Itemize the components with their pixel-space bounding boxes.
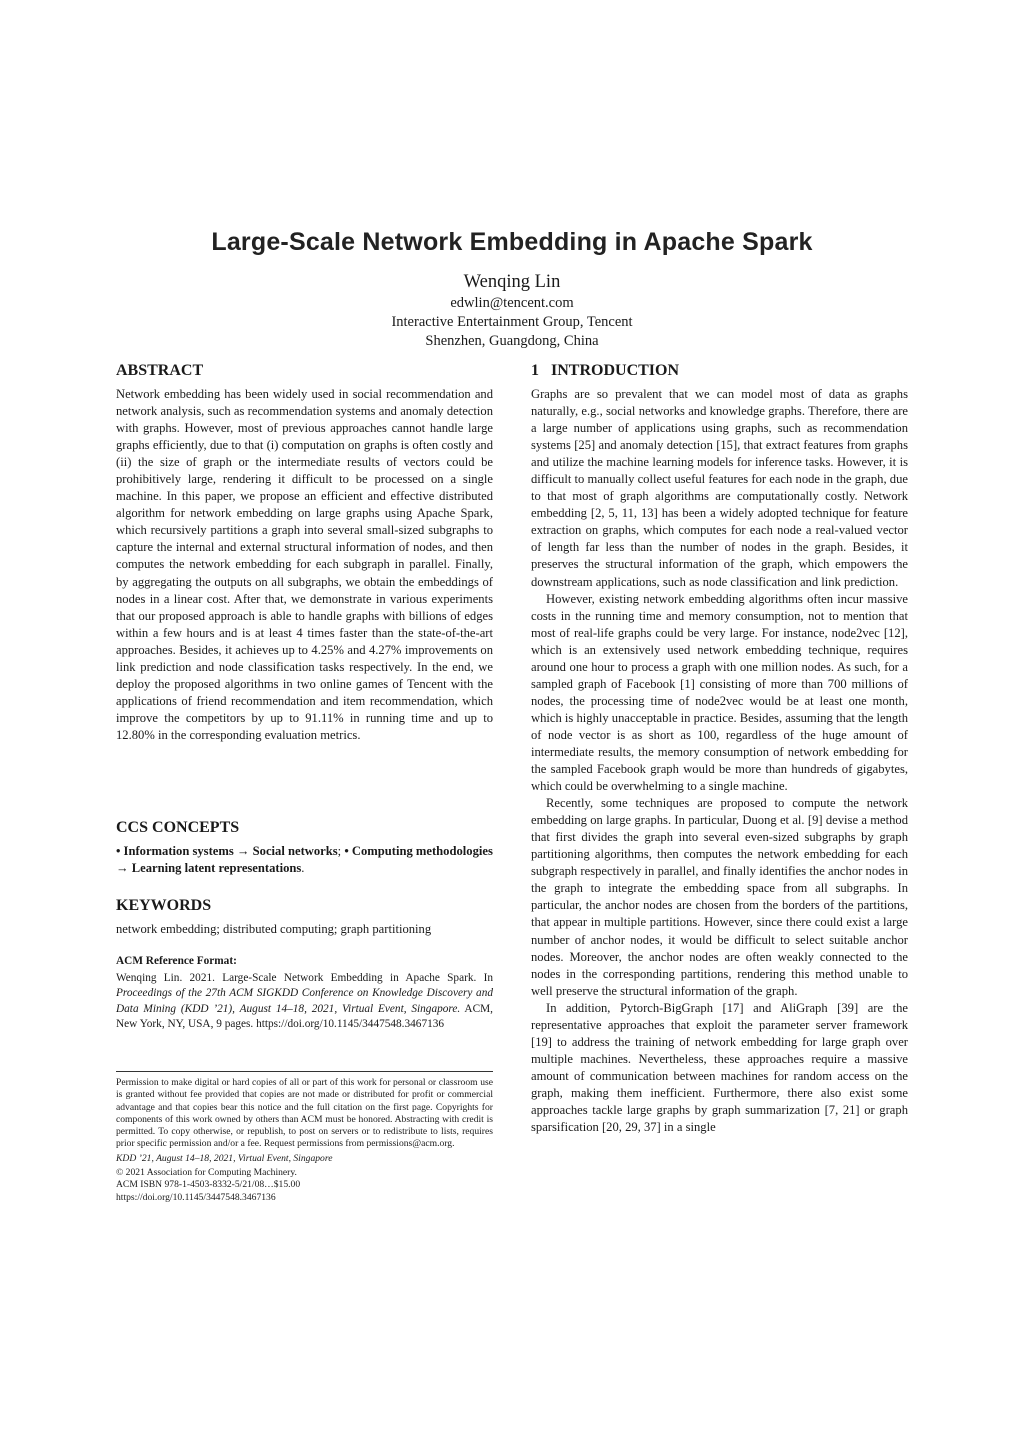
permission-block bbox=[116, 1077, 493, 1204]
ccs-section bbox=[116, 819, 493, 877]
author-location: Shenzhen, Guangdong, China bbox=[425, 333, 599, 349]
conference-line: KDD ’21, August 14–18, 2021, Virtual Event, Singapore bbox=[116, 1152, 333, 1164]
intro-paragraph-3: Recently, some techniques are proposed to compute the network embedding on large graphs. In particular, Duong et al. [9] devise a method that first divides the graph into several even-sized subgraphs by graph partitioning algorithms, then computes the network embedding for each subgraph respectively in parallel, and finally identifies the anchor nodes in the graph to integrate the embedding space from all subgraphs. In particular, the anchor nodes are chosen from the borders of the partitions, that appear in multiple partitions. However, since there could exist a large number of anchor nodes, it would be difficult to select suitable anchor nodes. Moreover, the anchor nodes are often weakly connected to the nodes in the corresponding partitions, rendering this method unable to well preserve the structural information of the graph. bbox=[531, 796, 908, 998]
keywords-text: network embedding; distributed computing; graph partitioning bbox=[116, 922, 432, 936]
introduction-section bbox=[531, 362, 908, 1136]
reference-venue: Proceedings of the 27th ACM SIGKDD Conference on Knowledge Discovery and Data Mining (KDD ’21), August 14–18, 2021, Virtual Event, Singapore. bbox=[116, 987, 493, 1015]
intro-paragraph-4: In addition, Pytorch-BigGraph [17] and AliGraph [39] are the representative approaches that exploit the parameter server framework [19] to address the training of network embedding for large graph over multiple machines. Nevertheless, these approaches require a massive amount of communication between machines for random access on the graph, making them inefficient. Furthermore, there also exist some approaches tackle large graphs by graph summarization [7, 21] or graph sparsification [20, 29, 37] in a single bbox=[531, 1000, 908, 1135]
intro-heading: 1 INTRODUCTION bbox=[531, 362, 680, 379]
ccs-end: . bbox=[301, 861, 305, 876]
intro-paragraph-2: However, existing network embedding algorithms often incur massive costs in the running time and memory consumption, not to mention that most of real-life graphs could be very large. For instance, node2vec [12], which is an extensively used network embedding technique, requires around one hour to process a graph with one million nodes. As such, for a sampled graph of Facebook [1] consisting of more than 700 millions of nodes, the processing time of node2vec would be at least one month, which is highly unacceptable in practice. Besides, assuming that the length of node vector is as short as 100, regardless of the huge amount of intermediate results, the memory consumption of network embedding for the sampled Facebook graph would be more than hundreds of gigabytes, which could be overwhelming to a single machine. bbox=[531, 591, 909, 794]
ccs-item-1: • Information systems → Social networks bbox=[116, 844, 338, 858]
reference-line-2: ACM, New York, NY, USA, 9 pages. https://doi.org/10.1145/3447548.3467136 bbox=[116, 1002, 493, 1031]
isbn-line: ACM ISBN 978-1-4503-8332-5/21/08…$15.00 bbox=[116, 1179, 301, 1191]
reference-heading: ACM Reference Format: bbox=[116, 955, 237, 967]
intro-paragraph-1: Graphs are so prevalent that we can model most of data as graphs naturally, e.g., social networks and knowledge graphs. Therefore, there are a large number of applications using graphs, such as recommendation systems [25] and anomaly detection [15], that extract features from graphs and utilize the machine learning models for inference tasks. However, it is difficult to manually collect useful features for each node in the graph, due to that most of graph algorithms are computationally costly. Network embedding [2, 5, 11, 13] has been a widely adopted technique for feature extraction on graphs, which computes for each node a real-valued vector of length far less than the number of nodes in the graph. Besides, it preserves the structural information of the graph, which empowers the downstream applications, such as node classification and link prediction. bbox=[531, 387, 908, 589]
doi-line[interactable]: https://doi.org/10.1145/3447548.3467136 bbox=[116, 1191, 276, 1203]
author-email[interactable]: edwlin@tencent.com bbox=[450, 295, 574, 311]
abstract-text: Network embedding has been widely used in social recommendation and network analysis, such as recommendation systems and anomaly detection with graphs. However, most of previous approaches cannot handle large graphs efficiently, due to that (i) computation on graphs is often costly and (ii) the size of graph or the intermediate results of vectors could be prohibitively large, rendering it difficult to be processed on a single machine. In this paper, we propose an efficient and effective distributed algorithm for network embedding on large graphs using Apache Spark, which recursively partitions a graph into several small-sized subgraphs to capture the internal and external structural information of nodes, and then computes the network embedding for each subgraph in parallel. Finally, by aggregating the outputs on all subgraphs, we obtain the embeddings of nodes in a linear cost. After that, we demonstrate in various experiments that our proposed approach is able to handle graphs with billions of edges within a few hours and is at least 4 times faster than the state-of-the-art approaches. Besides, it achieves up to 4.25% and 4.27% improvements on link prediction and node classification tasks respectively. In the end, we deploy the proposed algorithms in two online games of Tencent with the applications of friend recommendation and item recommendation, which improve the competitors by up to 91.11% in running time and up to 12.80% in the corresponding evaluation metrics. bbox=[116, 387, 493, 742]
abstract-heading: ABSTRACT bbox=[116, 362, 204, 379]
footnote-divider bbox=[116, 1071, 493, 1072]
reference-text bbox=[116, 971, 493, 1033]
ccs-item-2: • Computing methodologies → Learning latent representations bbox=[116, 844, 493, 876]
abstract-section bbox=[116, 362, 493, 744]
acm-reference bbox=[116, 954, 493, 1033]
keywords-section bbox=[116, 897, 493, 938]
keywords-heading: KEYWORDS bbox=[116, 897, 212, 914]
author-org: Interactive Entertainment Group, Tencent bbox=[391, 314, 633, 330]
ccs-text bbox=[116, 843, 493, 877]
author-name: Wenqing Lin bbox=[463, 272, 561, 292]
copyright-line: © 2021 Association for Computing Machinery. bbox=[116, 1167, 297, 1179]
permission-text: Permission to make digital or hard copies of all or part of this work for personal or classroom use is granted without fee provided that copies are not made or distributed for profit or commercial advantage and that copies bear this notice and the full citation on the first page. Copyrights for components of this work owned by others than ACM must be honored. Abstracting with credit is permitted. To copy otherwise, or republish, to post on servers or to redistribute to lists, requires prior specific permission and/or a fee. Request permissions from permissions@acm.org. bbox=[116, 1077, 493, 1150]
ccs-separator: ; bbox=[337, 844, 345, 858]
paper-title: Large-Scale Network Embedding in Apache Spark bbox=[211, 228, 813, 256]
ccs-heading: CCS CONCEPTS bbox=[116, 819, 240, 836]
reference-line-1: Wenqing Lin. 2021. Large-Scale Network Embedding in Apache Spark. In bbox=[116, 971, 493, 984]
